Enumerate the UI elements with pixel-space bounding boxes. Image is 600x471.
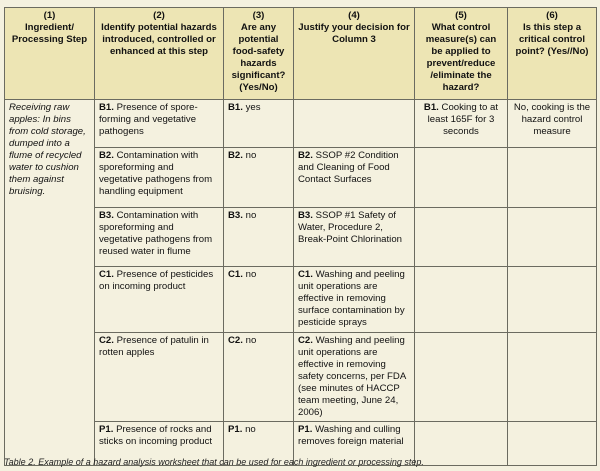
ccp-cell xyxy=(508,208,597,267)
significance-cell: B3. no xyxy=(224,208,294,267)
ccp-cell xyxy=(508,267,597,333)
processing-step-cell: Receiving raw apples: In bins from cold storage, dumped into a flume of recycled water to cushion them against bruising. xyxy=(5,100,95,466)
significance-cell: P1. no xyxy=(224,422,294,466)
hazard-analysis-worksheet xyxy=(4,7,597,466)
column-header-1: (1) Ingredient/ Processing Step xyxy=(5,8,95,100)
control-measure-cell xyxy=(415,148,508,208)
control-measure-cell xyxy=(415,208,508,267)
significance-cell: C1. no xyxy=(224,267,294,333)
table-caption: Table 2. Example of a hazard analysis worksheet that can be used for each ingredient or processing step. xyxy=(4,457,424,467)
column-header-3: (3) Are any potential food-safety hazards significant? (Yes/No) xyxy=(224,8,294,100)
ccp-cell xyxy=(508,333,597,422)
justification-cell: C1. Washing and peeling unit operations are effective in removing surface contamination by pesticide sprays xyxy=(294,267,415,333)
control-measure-cell: B1. Cooking to at least 165F for 3 seconds xyxy=(415,100,508,148)
hazard-cell: B2. Contamination with sporeforming and vegetative pathogens from handling equipment xyxy=(95,148,224,208)
column-header-5: (5) What control measure(s) can be applied to prevent/reduce /eliminate the hazard? xyxy=(415,8,508,100)
ccp-cell xyxy=(508,148,597,208)
column-header-6: (6) Is this step a critical control point? (Yes//No) xyxy=(508,8,597,100)
control-measure-cell xyxy=(415,333,508,422)
top-strip xyxy=(0,0,600,6)
hazard-cell: C1. Presence of pesticides on incoming product xyxy=(95,267,224,333)
column-header-4: (4) Justify your decision for Column 3 xyxy=(294,8,415,100)
column-header-2: (2) Identify potential hazards introduced, controlled or enhanced at this step xyxy=(95,8,224,100)
justification-cell: B3. SSOP #1 Safety of Water, Procedure 2, Break-Point Chlorination xyxy=(294,208,415,267)
header-row xyxy=(5,8,597,100)
hazard-cell: B1. Presence of spore-forming and vegetative pathogens xyxy=(95,100,224,148)
ccp-cell xyxy=(508,422,597,466)
justification-cell xyxy=(294,100,415,148)
hazard-cell: C2. Presence of patulin in rotten apples xyxy=(95,333,224,422)
control-measure-cell xyxy=(415,422,508,466)
justification-cell: P1. Washing and culling removes foreign material xyxy=(294,422,415,466)
significance-cell: C2. no xyxy=(224,333,294,422)
control-measure-cell xyxy=(415,267,508,333)
ccp-cell: No, cooking is the hazard control measure xyxy=(508,100,597,148)
significance-cell: B2. no xyxy=(224,148,294,208)
justification-cell: C2. Washing and peeling unit operations are effective in removing safety concerns, per FDA (see minutes of HACCP team meeting, June 24, 2006) xyxy=(294,333,415,422)
significance-cell: B1. yes xyxy=(224,100,294,148)
hazard-cell: B3. Contamination with sporeforming and vegetative pathogens from reused water in flume xyxy=(95,208,224,267)
table-row xyxy=(5,100,597,148)
hazard-cell: P1. Presence of rocks and sticks on incoming product xyxy=(95,422,224,466)
justification-cell: B2. SSOP #2 Condition and Cleaning of Food Contact Surfaces xyxy=(294,148,415,208)
